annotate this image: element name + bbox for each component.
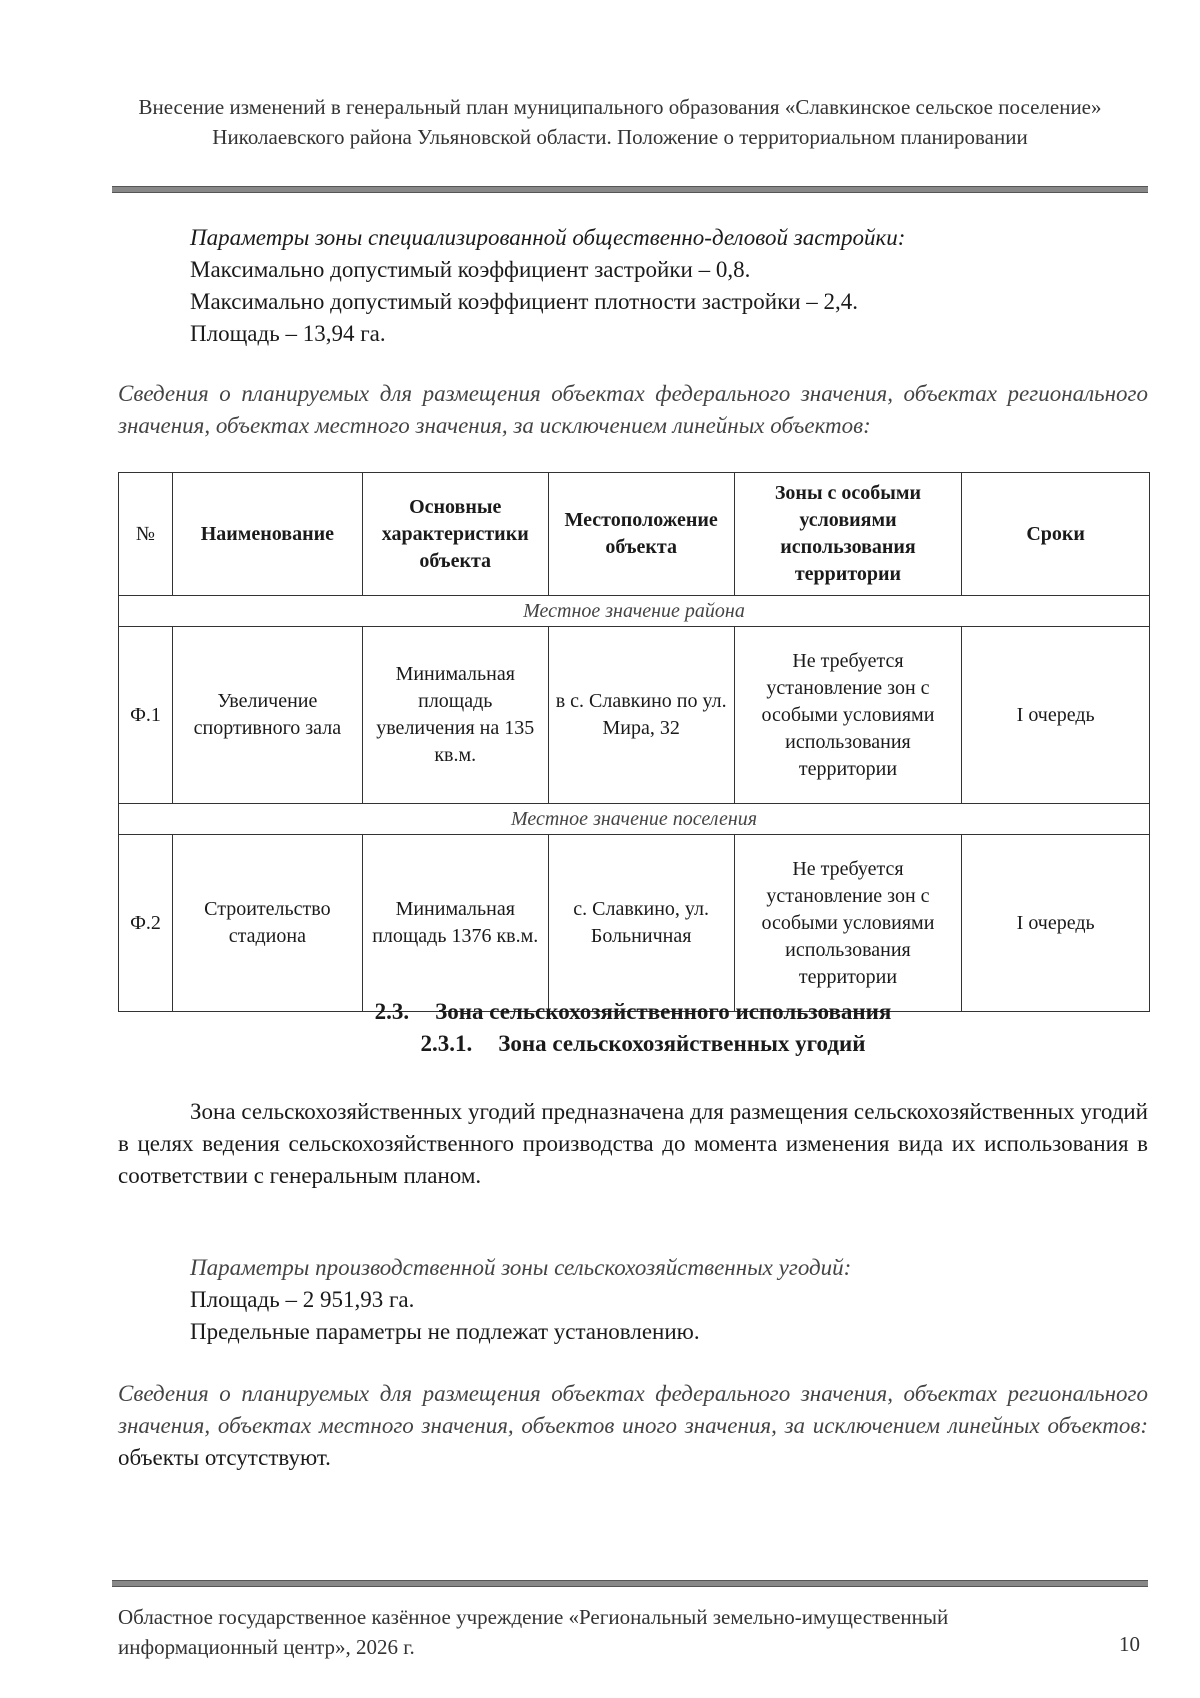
zone2-param-area: Площадь – 2 951,93 га. [190,1287,415,1312]
row2-location: с. Славкино, ул. Больничная [548,835,734,1012]
table-row [119,835,1150,1012]
subsection-title: Зона сельскохозяйственных угодий [498,1031,866,1056]
header-num: № [119,473,173,596]
zone1-parameters [190,222,1150,350]
zone1-param-coefficient: Максимально допустимый коэффициент застройки – 0,8. [190,257,751,282]
row1-num: Ф.1 [119,627,173,804]
group-settlement: Местное значение поселения [119,804,1150,835]
zone1-parameters-title: Параметры зоны специализированной общественно-деловой застройки: [190,225,906,250]
header-zones: Зоны с особыми условиями использования территории [734,473,962,596]
row1-zones: Не требуется установление зон с особыми условиями использования территории [734,627,962,804]
zone-description: Зона сельскохозяйственных угодий предназначена для размещения сельскохозяйственных угодий в целях ведения сельскохозяйственного производства до момента изменения вида их использования в соответствии с генеральным планом. [118,1099,1148,1188]
row1-name: Увеличение спортивного зала [172,627,362,804]
section-headings [118,996,1148,1060]
table-row [119,627,1150,804]
section-title: Зона сельскохозяйственного использования [435,999,892,1024]
header-location: Местоположение объекта [548,473,734,596]
row1-terms: I очередь [962,627,1150,804]
section-heading [118,996,1148,1028]
row2-characteristics: Минимальная площадь 1376 кв.м. [362,835,548,1012]
objects-intro-2-italic: Сведения о планируемых для размещения объектах федерального значения, объектах регионального значения, объектах местного значения, объектов иного значения, за исключением линейных объектов: [118,1381,1148,1438]
row2-zones: Не требуется установление зон с особыми условиями использования территории [734,835,962,1012]
subsection-heading [118,1028,1148,1060]
table-group-row [119,804,1150,835]
planned-objects-table [118,472,1150,1012]
objects-intro: Сведения о планируемых для размещения объектах федерального значения, объектах регионального значения, объектах местного значения, за исключением линейных объектов: [118,381,1148,438]
zone2-parameters [190,1252,1150,1348]
page-header: Внесение изменений в генеральный план муниципального образования «Славкинское сельское поселение» Николаевского района Ульяновской области. Положение о территориальном планировании [138,95,1102,149]
footer-rule [112,1580,1148,1587]
header-terms: Сроки [962,473,1150,596]
row2-num: Ф.2 [119,835,173,1012]
row1-characteristics: Минимальная площадь увеличения на 135 кв.м. [362,627,548,804]
table-group-row [119,596,1150,627]
header-characteristics: Основные характеристики объекта [362,473,548,596]
group-district: Местное значение района [119,596,1150,627]
zone1-param-area: Площадь – 13,94 га. [190,321,386,346]
row1-location: в с. Славкино по ул. Мира, 32 [548,627,734,804]
header-rule [112,186,1148,193]
row2-terms: I очередь [962,835,1150,1012]
subsection-number: 2.3.1. [420,1031,473,1056]
header-name: Наименование [172,473,362,596]
page-footer: Областное государственное казённое учреждение «Региональный земельно-имущественный информационный центр», 2026 г. [118,1605,949,1659]
objects-intro-2-result: объекты отсутствуют. [118,1445,331,1470]
objects-intro-2 [118,1378,1148,1474]
zone1-param-density: Максимально допустимый коэффициент плотности застройки – 2,4. [190,289,859,314]
section-number: 2.3. [374,999,410,1024]
zone2-param-limits: Предельные параметры не подлежат установлению. [190,1319,700,1344]
zone2-parameters-title: Параметры производственной зоны сельскохозяйственных угодий: [190,1255,852,1280]
row2-name: Строительство стадиона [172,835,362,1012]
table-header-row [119,473,1150,596]
page-number: 10 [1119,1632,1140,1656]
